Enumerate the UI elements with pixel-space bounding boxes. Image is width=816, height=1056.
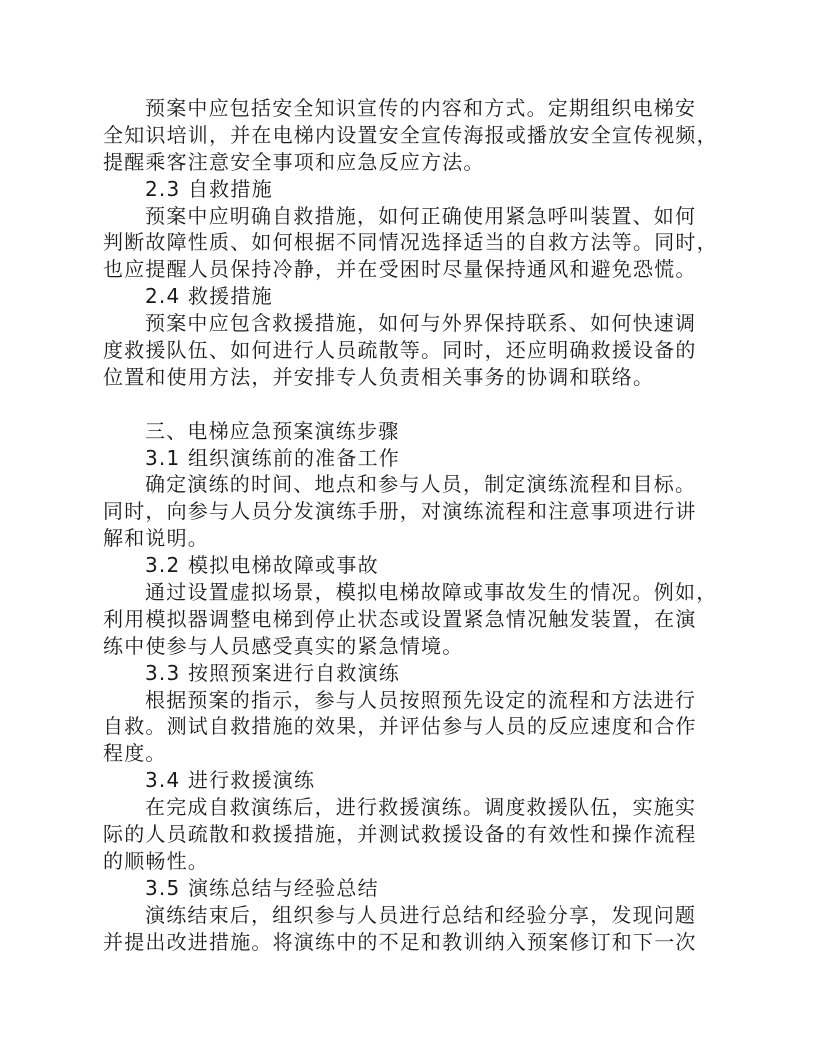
text-line: 预案中应明确自救措施，如何正确使用紧急呼叫装置、如何 — [145, 203, 697, 228]
heading-3-4: 3.4 进行救援演练 — [145, 768, 316, 793]
text-line: 通过设置虚拟场景，模拟电梯故障或事故发生的情况。例如， — [145, 580, 718, 605]
blank-line — [103, 391, 723, 418]
paragraph-3-2 — [103, 579, 723, 660]
heading-3-1: 3.1 组织演练前的准备工作 — [145, 445, 400, 470]
text-line: 判断故障性质、如何根据不同情况选择适当的自救方法等。同时， — [103, 230, 718, 255]
heading-2-3: 2.3 自救措施 — [145, 176, 273, 201]
text-line: 程度。 — [103, 741, 167, 766]
heading-section-3: 三、电梯应急预案演练步骤 — [145, 418, 400, 443]
text-line: 际的人员疏散和救援措施，并测试救援设备的有效性和操作流程 — [103, 822, 697, 847]
text-line: 自救。测试自救措施的效果，并评估参与人员的反应速度和合作 — [103, 714, 697, 739]
document-page — [103, 95, 723, 956]
paragraph-publicity — [103, 95, 723, 176]
text-line: 解和说明。 — [103, 526, 209, 551]
paragraph-3-3 — [103, 687, 723, 768]
heading-3-2: 3.2 模拟电梯故障或事故 — [145, 553, 379, 578]
text-line: 在完成自救演练后，进行救援演练。调度救援队伍，实施实 — [145, 795, 697, 820]
text-line: 根据预案的指示，参与人员按照预先设定的流程和方法进行 — [145, 687, 697, 712]
text-line: 预案中应包含救援措施，如何与外界保持联系、如何快速调 — [145, 311, 697, 336]
paragraph-2-3 — [103, 203, 723, 284]
paragraph-3-4 — [103, 794, 723, 875]
text-line: 也应提醒人员保持冷静，并在受困时尽量保持通风和避免恐慌。 — [103, 257, 697, 282]
paragraph-3-5 — [103, 902, 723, 956]
text-line: 度救援队伍、如何进行人员疏散等。同时，还应明确救援设备的 — [103, 338, 697, 363]
text-line: 利用模拟器调整电梯到停止状态或设置紧急情况触发装置，在演 — [103, 606, 697, 631]
text-line: 预案中应包括安全知识宣传的内容和方式。定期组织电梯安 — [145, 96, 697, 120]
text-line: 确定演练的时间、地点和参与人员，制定演练流程和目标。 — [145, 472, 697, 497]
heading-3-5: 3.5 演练总结与经验总结 — [145, 875, 379, 900]
text-line: 同时，向参与人员分发演练手册，对演练流程和注意事项进行讲 — [103, 499, 697, 524]
text-line: 的顺畅性。 — [103, 848, 209, 873]
heading-2-4: 2.4 救援措施 — [145, 284, 273, 309]
text-line: 位置和使用方法，并安排专人负责相关事务的协调和联络。 — [103, 364, 655, 389]
text-line: 练中使参与人员感受真实的紧急情境。 — [103, 633, 464, 658]
paragraph-3-1 — [103, 471, 723, 552]
text-line: 提醒乘客注意安全事项和应急反应方法。 — [103, 149, 485, 174]
heading-3-3: 3.3 按照预案进行自救演练 — [145, 660, 400, 685]
text-line: 并提出改进措施。将演练中的不足和教训纳入预案修订和下一次 — [103, 929, 697, 954]
text-line: 演练结束后，组织参与人员进行总结和经验分享，发现问题 — [145, 902, 697, 927]
paragraph-2-4 — [103, 310, 723, 391]
text-line: 全知识培训，并在电梯内设置安全宣传海报或播放安全宣传视频， — [103, 122, 718, 147]
